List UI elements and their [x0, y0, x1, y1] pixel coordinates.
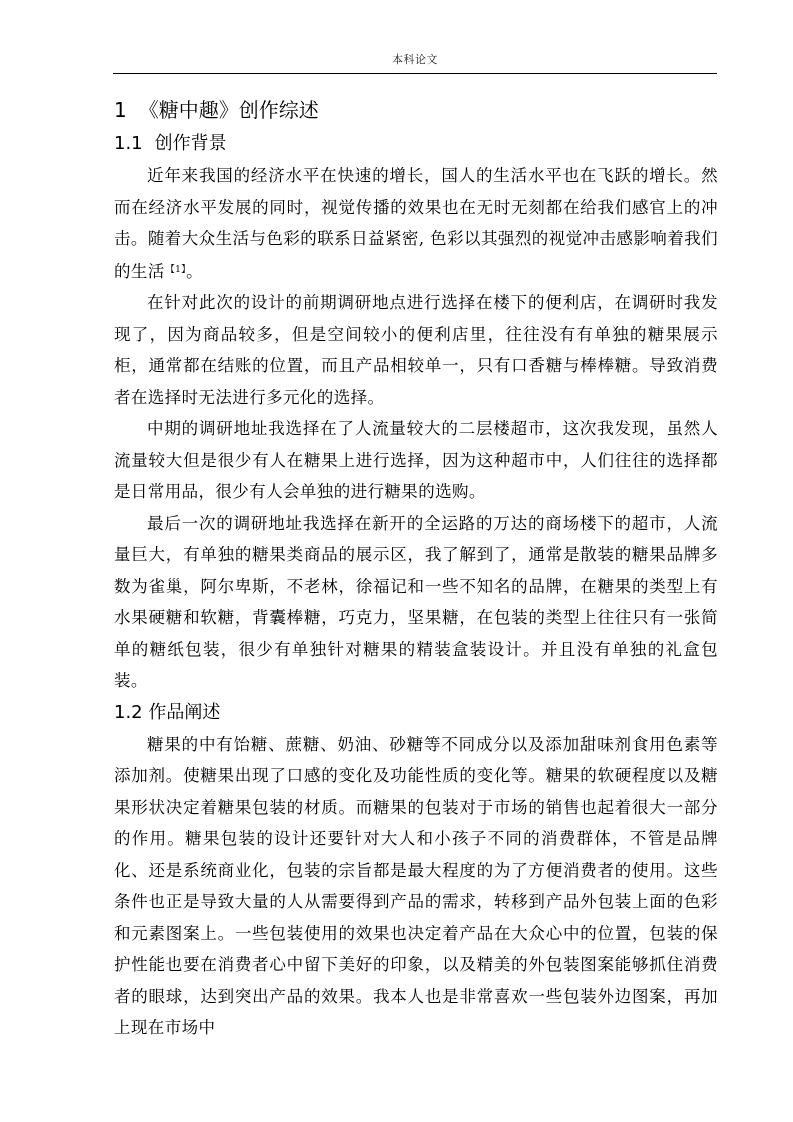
chapter-number: 1 [114, 98, 127, 122]
section-heading-background [114, 128, 718, 160]
paragraph: 最后一次的调研地址我选择在新开的全运路的万达的商场楼下的超市，人流量巨大，有单独的糖果类商品的展示区，我了解到了，通常是散装的糖果品牌多数为雀巢，阿尔卑斯，不老林，徐福记和一些不知名的品牌，在糖果的类型上有水果硬糖和软糖，背囊棒糖，巧克力，坚果糖，在包装的类型上往往只有一张简单的糖纸包装，很少有单独针对糖果的精装盒装设计。并且没有单独的礼盒包装。 [114, 513, 718, 690]
running-header: 本科论文 [392, 53, 438, 66]
paragraph-text: 近年来我国的经济水平在快速的增长，国人的生活水平也在飞跃的增长。然而在经济水平发展的同时，视觉传播的效果也在无时无刻都在给我们感官上的冲击。随着大众生活与色彩的联系日益紧密, 色彩以其强烈的视觉冲击感影响着我们的生活 [114, 166, 718, 281]
paragraph: 在针对此次的设计的前期调研地点进行选择在楼下的便利店，在调研时我发现了，因为商品较多，但是空间较小的便利店里，往往没有有单独的糖果展示柜，通常都在结账的位置，而且产品相较单一，只有口香糖与棒棒糖。导致消费者在选择时无法进行多元化的选择。 [114, 293, 718, 407]
chapter-title: 《糖中趣》创作综述 [138, 98, 319, 122]
section-number: 1.2 [114, 701, 143, 723]
paragraph [114, 160, 718, 287]
paragraph: 糖果的中有饴糖、蔗糖、奶油、砂糖等不同成分以及添加甜味剂食用色素等添加剂。使糖果出现了口感的变化及功能性质的变化等。糖果的软硬程度以及糖果形状决定着糖果包装的材质。而糖果的包装对于市场的销售也起着很大一部分的作用。糖果包装的设计还要针对大人和小孩子不同的消费群体，不管是品牌化、还是系统商业化，包装的宗旨都是最大程度的为了方便消费者的使用。这些条件也正是导致大量的人从需要得到产品的需求，转移到产品外包装上面的色彩和元素图案上。一些包装使用的效果也决定着产品在大众心中的位置，包装的保护性能也要在消费者心中留下美好的印象，以及精美的外包装图案能够抓住消费者的眼球，达到突出产品的效果。我本人也是非常喜欢一些包装外边图案，再加上现在市场中 [114, 734, 718, 1037]
page-content [114, 92, 718, 1044]
section-title: 创作背景 [154, 133, 227, 154]
header-rule [113, 73, 717, 74]
section-number: 1.1 [114, 133, 143, 154]
section-heading-description [114, 697, 718, 729]
citation-marker: 【1】 [165, 264, 187, 275]
paragraph: 中期的调研地址我选择在了人流量较大的二层楼超市，这次我发现，虽然人流量较大但是很少有人在糖果上进行选择，因为这种超市中，人们往往的选择都是日常用品，很少有人会单独的进行糖果的选购。 [114, 419, 718, 501]
section-title: 作品阐述 [148, 701, 221, 723]
chapter-heading [114, 92, 718, 128]
paragraph-end-mark: 。 [186, 261, 204, 281]
